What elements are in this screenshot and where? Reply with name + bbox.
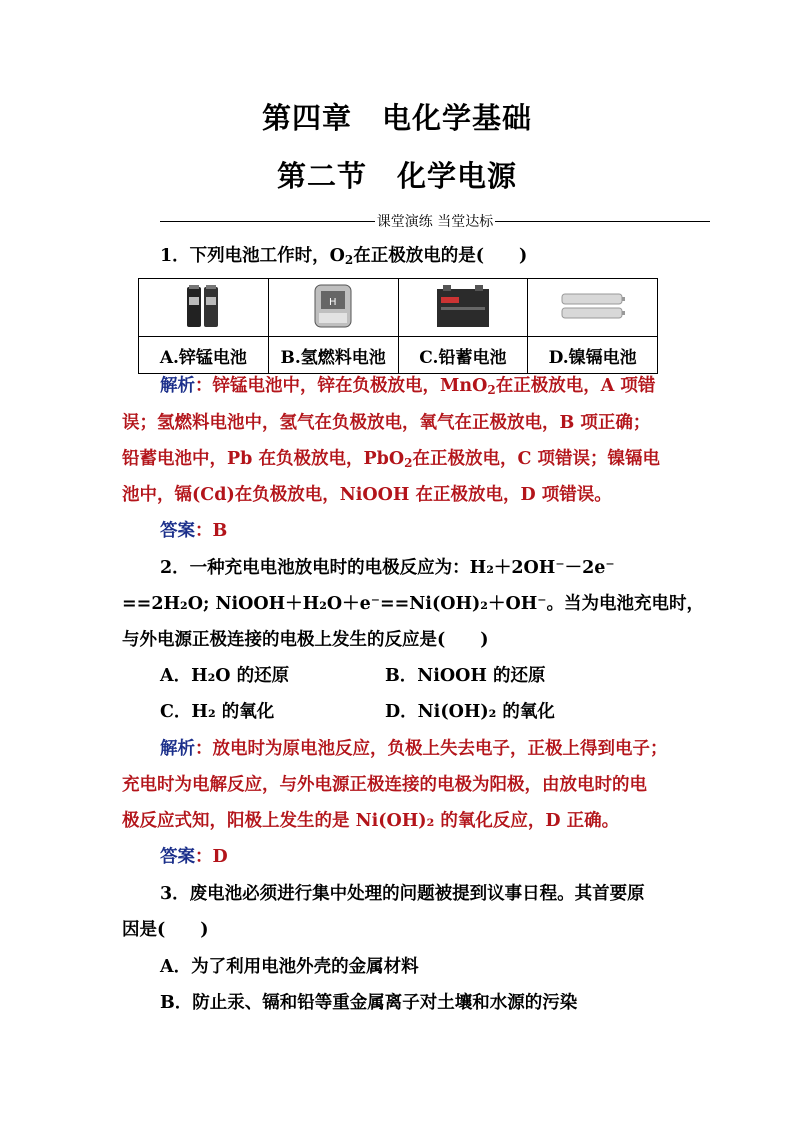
divider-rule-left <box>160 221 375 222</box>
q3-stem-line-2: 因是( ) <box>122 920 209 940</box>
option-d-image-cell <box>528 279 658 337</box>
analysis-label: 解析 <box>160 376 195 396</box>
q2-option-d: D．Ni(OH)₂ 的氧化 <box>385 702 555 722</box>
q1-answer: 答案：B <box>160 521 228 541</box>
nickel-cadmium-battery-icon <box>558 286 628 326</box>
q1-analysis-line-1: 解析：锌锰电池中，锌在负极放电，MnO$_2$在正极放电，A 项错 <box>160 376 656 397</box>
q1-analysis-line-4: 池中，镉(Cd)在负极放电，NiOOH 在正极放电，D 项错误。 <box>122 485 612 505</box>
q2-option-b: B．NiOOH 的还原 <box>385 666 546 686</box>
option-c-label: C.铅蓄电池 <box>398 337 528 374</box>
q2-stem-line-3: 与外电源正极连接的电极上发生的反应是( ) <box>122 630 489 650</box>
q2-stem-line-2: ==2H₂O; NiOOH＋H₂O＋e⁻==Ni(OH)₂＋OH⁻。当为电池充电时， <box>122 594 704 614</box>
q2-answer: 答案：D <box>160 847 228 867</box>
q1-options-table <box>138 278 658 374</box>
q2-option-c: C．H₂ 的氧化 <box>160 702 275 722</box>
q2-analysis-line-1: 解析：放电时为原电池反应，负极上失去电子，正极上得到电子； <box>160 739 668 759</box>
option-a-image-cell <box>139 279 269 337</box>
q2-stem-line-1: 2．一种充电电池放电时的电极反应为：H₂＋2OH⁻－2e⁻ <box>160 558 615 578</box>
option-a-label: A.锌锰电池 <box>139 337 269 374</box>
option-d-label: D.镍镉电池 <box>528 337 658 374</box>
q1-analysis-line-3: 铅蓄电池中，Pb 在负极放电，PbO$_2$在正极放电，C 项错误；镍镉电 <box>122 449 661 470</box>
section-title: 第二节 化学电源 <box>276 159 517 193</box>
section-divider <box>160 211 710 231</box>
zinc-manganese-battery-icon <box>183 283 223 329</box>
option-b-label: B.氢燃料电池 <box>268 337 398 374</box>
q1-analysis-line-2: 误；氢燃料电池中，氢气在负极放电，氧气在正极放电，B 项正确； <box>122 413 651 433</box>
divider-label: 课堂演练 当堂达标 <box>376 214 494 230</box>
option-c-image-cell <box>398 279 528 337</box>
hydrogen-fuel-cell-icon <box>309 281 357 331</box>
q1-stem: 1．下列电池工作时，$O_2$在正极放电的是( ) <box>160 246 528 267</box>
lead-acid-battery-icon <box>435 283 491 329</box>
q3-option-a: A．为了利用电池外壳的金属材料 <box>160 957 419 977</box>
q2-analysis-line-2: 充电时为电解反应，与外电源正极连接的电极为阳极，由放电时的电 <box>122 775 647 795</box>
q2-analysis-line-3: 极反应式知，阳极上发生的是 Ni(OH)₂ 的氧化反应，D 正确。 <box>122 811 620 831</box>
q3-stem-line-1: 3．废电池必须进行集中处理的问题被提到议事日程。其首要原 <box>160 884 645 904</box>
svg-text:H: H <box>329 296 337 308</box>
option-b-image-cell <box>268 279 398 337</box>
q2-option-a: A．H₂O 的还原 <box>160 666 290 686</box>
q3-option-b: B．防止汞、镉和铅等重金属离子对土壤和水源的污染 <box>160 993 578 1013</box>
chapter-title: 第四章 电化学基础 <box>261 101 532 135</box>
divider-rule-right <box>495 221 710 222</box>
